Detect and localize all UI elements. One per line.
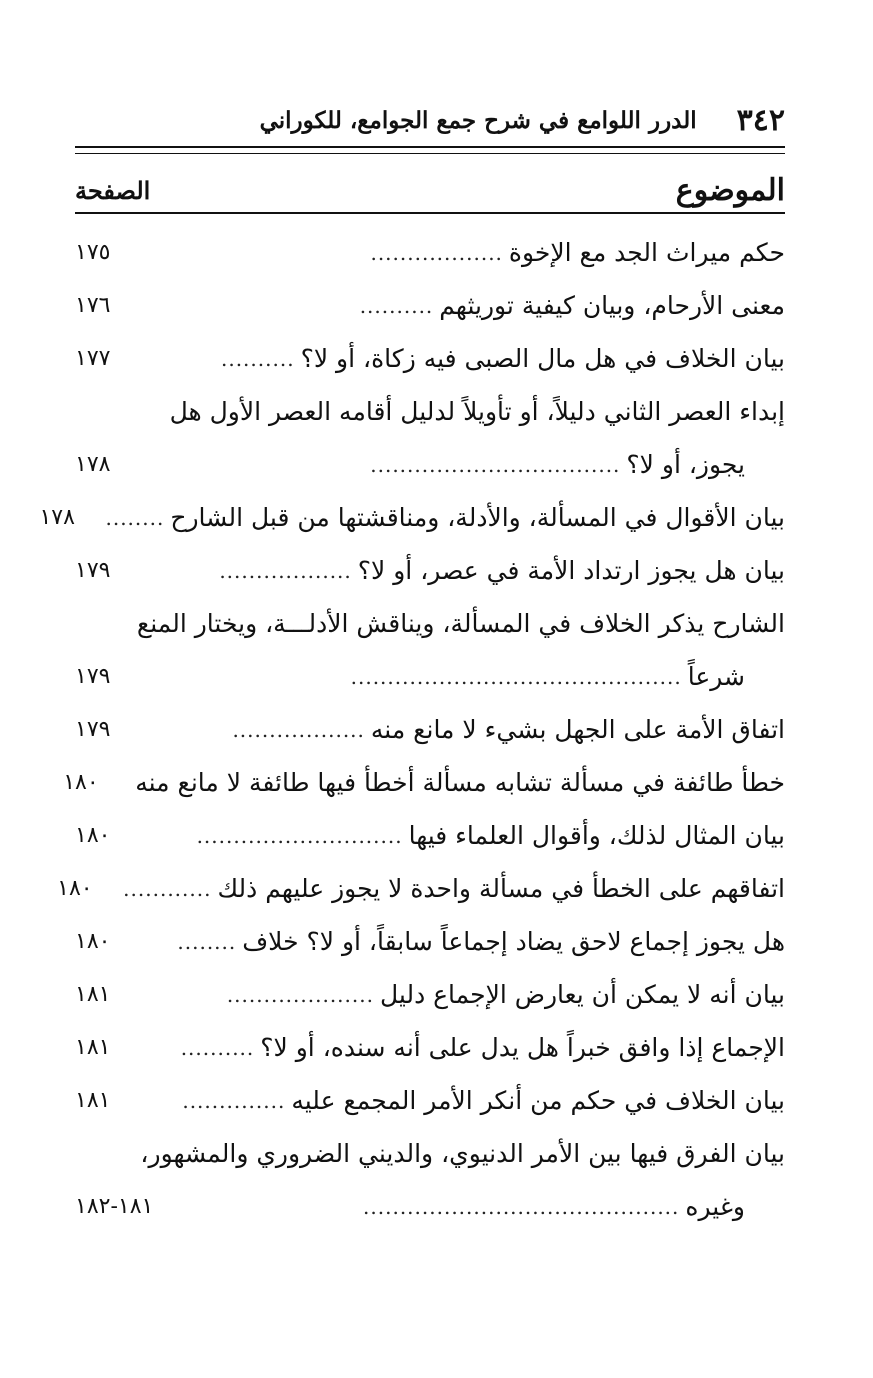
toc-entry — [75, 1127, 785, 1180]
toc-entry-page: ١٧٩ — [75, 664, 111, 689]
toc-entry-page: ١٨٠ — [75, 823, 111, 848]
toc-entry-topic: يجوز، أو لا؟ — [626, 450, 745, 479]
toc-entry — [75, 226, 785, 279]
leader-dots: ........ — [177, 929, 237, 954]
toc-entry-topic: شرعاً — [687, 662, 745, 691]
leader-dots: ........ — [105, 505, 165, 530]
toc-entry-topic: حكم ميراث الجد مع الإخوة — [508, 238, 785, 267]
toc-entry-topic: معنى الأرحام، وبيان كيفية توريثهم — [439, 291, 785, 320]
header-rule — [75, 146, 785, 148]
toc-entry-page: ١٧٥ — [75, 240, 111, 265]
toc-entry-page: ١٨١ — [75, 1088, 111, 1113]
table-of-contents — [39, 226, 785, 1233]
toc-entry-topic: بيان هل يجوز ارتداد الأمة في عصر، أو لا؟ — [357, 556, 785, 585]
toc-entry — [75, 1021, 785, 1074]
toc-entry — [57, 862, 785, 915]
toc-entry-page: ١٧٨ — [39, 505, 75, 530]
toc-entry — [75, 809, 785, 862]
toc-entry — [75, 915, 785, 968]
toc-entry-page: ١٧٩ — [75, 717, 111, 742]
toc-entry-topic: الشارح يذكر الخلاف في المسألة، ويناقش الأدلـــة، ويختار المنع — [136, 609, 785, 638]
toc-entry-topic: بيان الخلاف في هل مال الصبى فيه زكاة، أو لا؟ — [300, 344, 785, 373]
leader-dots: .................. — [219, 558, 352, 583]
toc-entry-topic: خطأ طائفة في مسألة تشابه مسألة أخطأ فيها طائفة لا مانع منه — [135, 768, 785, 797]
toc-entry-topic: بيان المثال لذلك، وأقوال العلماء فيها — [408, 821, 785, 850]
toc-entry-topic: هل يجوز إجماع لاحق يضاد إجماعاً سابقاً، أو لا؟ خلاف — [242, 927, 785, 956]
toc-entry-page: ١٨٠ — [63, 770, 99, 795]
toc-entry-continuation — [75, 650, 785, 703]
leader-dots: .................... — [226, 982, 374, 1007]
toc-entry-page: ١٧٦ — [75, 293, 111, 318]
toc-entry — [75, 968, 785, 1021]
toc-entry-topic: بيان أنه لا يمكن أن يعارض الإجماع دليل — [379, 980, 785, 1009]
book-title: الدرر اللوامع في شرح جمع الجوامع، للكوراني — [259, 106, 697, 134]
toc-entry — [75, 332, 785, 385]
leader-dots: .................. — [370, 240, 503, 265]
toc-entry-page: ١٨١ — [75, 1035, 111, 1060]
leader-dots: .......... — [220, 346, 295, 371]
toc-entry — [39, 491, 785, 544]
leader-dots: ............ — [123, 876, 212, 901]
toc-entry-continuation — [75, 438, 785, 491]
toc-entry-topic: الإجماع إذا وافق خبراً هل يدل على أنه سنده، أو لا؟ — [260, 1033, 785, 1062]
leader-dots: .................. — [232, 717, 365, 742]
column-heading-rule — [75, 212, 785, 214]
leader-dots: .......... — [359, 293, 434, 318]
toc-entry-topic: اتفاقهم على الخطأ في مسألة واحدة لا يجوز عليهم ذلك — [217, 874, 785, 903]
toc-entry-page: ١٧٧ — [75, 346, 111, 371]
leader-dots: .................................. — [370, 452, 621, 477]
toc-entry — [75, 1074, 785, 1127]
toc-entry — [75, 385, 785, 438]
toc-entry — [75, 703, 785, 756]
toc-entry-page: ١٨٠ — [57, 876, 93, 901]
toc-entry-topic: بيان الفرق فيها بين الأمر الدنيوي، والديني الضروري والمشهور، — [140, 1139, 785, 1168]
toc-entry-topic: بيان الخلاف في حكم من أنكر الأمر المجمع عليه — [291, 1086, 785, 1115]
toc-entry-topic: اتفاق الأمة على الجهل بشيء لا مانع منه — [370, 715, 785, 744]
leader-dots: ........................................... — [363, 1194, 680, 1219]
toc-entry-page: ١٨١ — [75, 982, 111, 1007]
toc-entry-topic: إبداء العصر الثاني دليلاً، أو تأويلاً لدليل أقامه العصر الأول هل — [169, 397, 785, 426]
toc-entry-page: ١٨٠ — [75, 929, 111, 954]
running-header — [75, 95, 785, 145]
toc-entry-page: ١٨١-١٨٢ — [75, 1194, 154, 1219]
toc-entry — [75, 544, 785, 597]
toc-entry-page: ١٧٩ — [75, 558, 111, 583]
leader-dots: .......... — [180, 1035, 255, 1060]
header-rule-thin — [75, 153, 785, 154]
column-headings — [75, 165, 785, 215]
toc-entry — [75, 597, 785, 650]
toc-entry-topic: وغيره — [685, 1192, 745, 1221]
toc-entry-continuation — [75, 1180, 785, 1233]
leader-dots: ............................ — [196, 823, 403, 848]
toc-entry-page: ١٧٨ — [75, 452, 111, 477]
leader-dots: ............................................. — [350, 664, 682, 689]
page-column-heading: الصفحة — [75, 175, 151, 205]
page-number: ٣٤٢ — [736, 102, 785, 138]
topic-column-heading: الموضوع — [675, 172, 785, 208]
toc-entry — [63, 756, 785, 809]
toc-entry — [75, 279, 785, 332]
leader-dots: .............. — [182, 1088, 286, 1113]
toc-entry-topic: بيان الأقوال في المسألة، والأدلة، ومناقشتها من قبل الشارح — [170, 503, 785, 532]
